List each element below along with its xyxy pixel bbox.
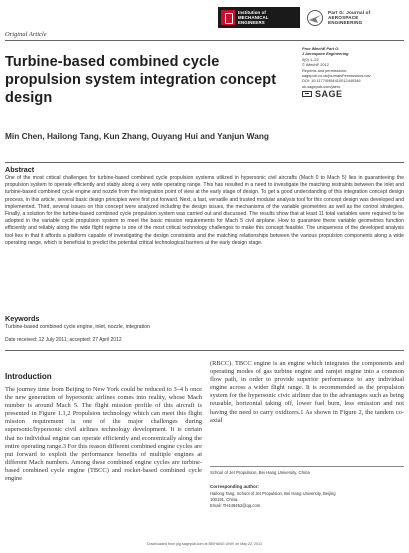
sage-wordmark: SAGE — [315, 88, 343, 99]
journal-subtitle: J Aerospace Engineering — [302, 51, 349, 57]
date-received: Date received: 12 July 2011; accepted: 27 April 2012 — [5, 337, 122, 343]
corresponding-author-city: 100191, China. — [210, 497, 239, 502]
abstract-text: One of the most critical challenges for turbine-based combined cycle propulsion systems utilized in hypersonic civil aircrafts (Mach 0 to Mach 5) lies in guaranteeing the propulsion system to operate efficiently and stably along a very wide operating range. This has resulted in a need to investigate the matching restraints between the inlet and turbine-based combined cycle engine and nozzle from the integration point of view at the early stage of design. To get a good understanding of this integration concept design process, in this article, several basic design principles were first put forward. Next, a fast, versatile and trusted modular analysis tool for this concept design was developed and implemented. Third, several issues on this concept were analyzed including the design issues, the mechanisms of the variable geometries as well as the control strategies. Finally, a solution for the turbine-based combined cycle propulsion system was carried out and discussed. The results show that at least 11 total variables were required to be adopted in the variable cycle propulsion system to meet the basic mission requirements for Mach 5 civil airplane. How to guarantee these variable geometries function efficiently and reliably along the wide flight regime is one of the most critical technology challenges to make this concept feasible. The uniqueness of the developed analysis tool lies in that it affords a platform capable of investigating the design constraints and the matching relationships between the various propulsion components along a wide operating range, which is beneficial to predict the potential critical technological barriers at the early design stage. — [5, 175, 404, 246]
imeche-logo — [218, 7, 300, 28]
keywords-text: Turbine-based combined cycle engine, inlet, nozzle, integration — [5, 324, 150, 330]
permissions-link[interactable]: sagepub.co.uk/journalsPermissions.nav — [302, 73, 371, 79]
aerospace-emblem-icon — [306, 9, 324, 27]
introduction-left-column: The journey time from Beijing to New York could be reduced to 3–4 h once the new generation of hypersonic airlines comes into reality, whose Mach number is around Mach 5. The flight mission profile of this aircraft is presented in Figure 1.1,2 Propulsion technology which can meet this flight mission requirement is one of the major challenges during supersonic/hypersonic civil airlines technology development. It is certain that no individual engine can operate efficiently and economically along the entire operating range.3 For this reason different combined engine cycles are put forward to exploit the performance benefits of multiple engines at different Mach numbers. Among these combined engine cycles are turbine-based combined cycle engine (TBCC) and rocket-based combined cycle engine — [5, 386, 202, 483]
download-footer: Downloaded from pig.sagepub.com at BEIHANG UNIV on May 22, 2013 — [146, 542, 263, 546]
reprints-label: Reprints and permissions: — [302, 67, 347, 73]
sage-logo — [302, 88, 406, 99]
copyright-line: © IMechE 2012 — [302, 62, 329, 68]
aerospace-journal-logo — [306, 7, 402, 28]
imeche-wordmark: Institution of MECHANICAL ENGINEERS — [238, 10, 269, 25]
journal-pages: 0(0) 1–22 — [302, 56, 319, 62]
sage-emblem-icon — [302, 91, 312, 97]
abstract-divider — [5, 162, 404, 163]
aerospace-wordmark: Part G: Journal of AEROSPACE ENGINEERING — [328, 9, 371, 26]
corresponding-author-details — [210, 491, 404, 509]
corresponding-author-heading: Corresponding author: — [210, 484, 259, 489]
imeche-emblem-icon — [221, 10, 235, 25]
footnote-divider — [210, 466, 404, 467]
doi-line[interactable]: DOI: 10.1177/0954410012449346 — [302, 78, 361, 84]
journal-name: Proc IMechE Part G: — [302, 46, 340, 51]
keywords-heading: Keywords — [5, 314, 40, 323]
abstract-heading: Abstract — [5, 165, 35, 174]
introduction-right-column: (RBCC). TBCC engine is an engine which integrates the components and operating modes of gas turbine engine and ramjet engine into a common flow path, in order to provide superior performance to any individual engine across a wider flight range. It is recommended as the propulsion system for the hypersonic civic airliner due to the advantages such as being reusable, horizontal taking off, lower fuel burn, less emission and not having the need to carry oxidizers.1 As shown in Figure 2, the tandem co-axial — [210, 360, 404, 424]
corresponding-author-address: Hailong Tang, School of Jet Propulsion, Bei Hang University, Beijing — [210, 491, 336, 496]
paper-title: Turbine-based combined cycle propulsion system integration concept design — [5, 54, 277, 106]
journal-url[interactable]: uk.sagepub.com/jaero — [302, 83, 341, 89]
introduction-heading: Introduction — [5, 372, 52, 381]
header-divider — [5, 40, 404, 41]
article-type: Original Article — [5, 31, 47, 38]
affiliation: School of Jet Propulsion, Bei Hang University, China — [210, 470, 310, 475]
journal-metadata — [302, 46, 406, 97]
corresponding-author-email[interactable]: Email: TH449452@qq.com — [210, 503, 261, 508]
author-list: Min Chen, Hailong Tang, Kun Zhang, Ouyang Hui and Yanjun Wang — [5, 131, 269, 141]
body-divider — [5, 350, 404, 351]
